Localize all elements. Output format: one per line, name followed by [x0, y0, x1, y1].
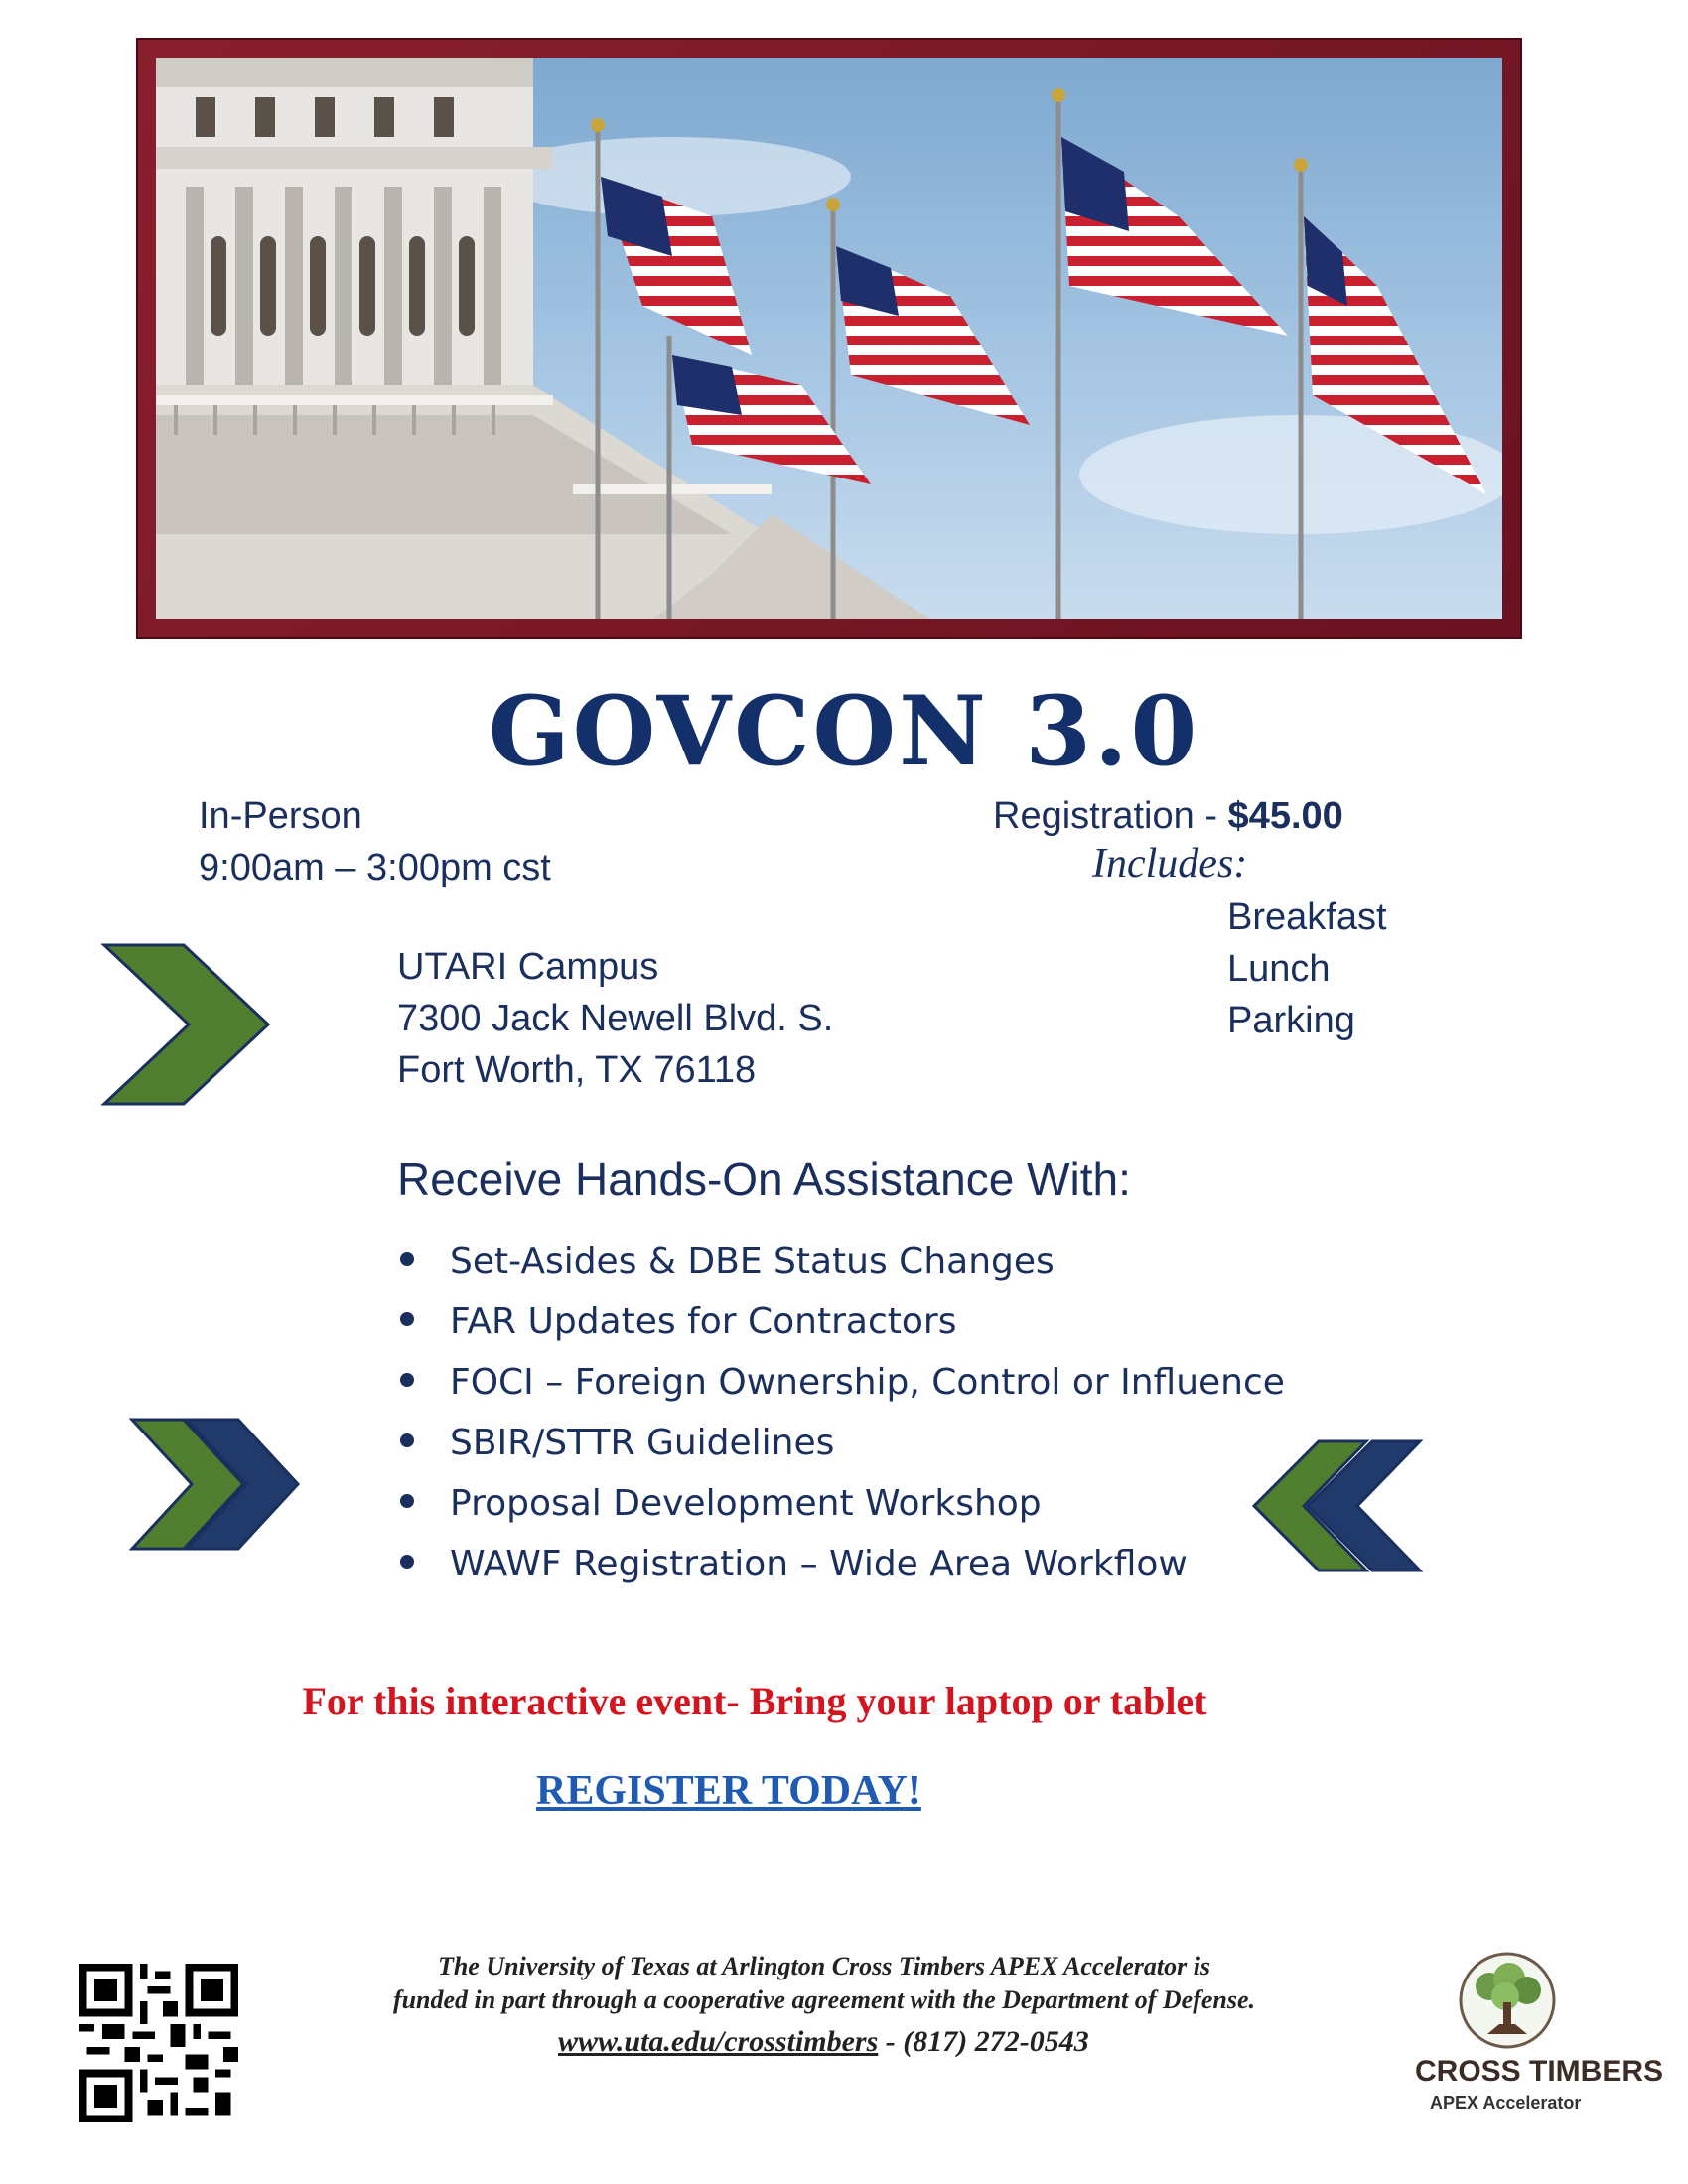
bring-device-note: For this interactive event- Bring your laptop or tablet: [302, 1679, 1207, 1723]
assistance-heading: Receive Hands-On Assistance With:: [397, 1154, 1131, 1205]
list-item: [400, 1301, 956, 1342]
list-item: [400, 1483, 1042, 1524]
bullet-dot: [400, 1312, 414, 1326]
double-chevron-left-icon: [1249, 1439, 1423, 1573]
phone-separator: -: [878, 2025, 904, 2058]
capitol-flags-photo: [156, 58, 1502, 619]
qr-code-icon[interactable]: [79, 1964, 238, 2122]
registration-price: $45.00: [1227, 795, 1343, 837]
bullet-dot: [400, 1433, 414, 1447]
bullet-dot: [400, 1555, 414, 1569]
venue-name: UTARI Campus: [397, 946, 659, 988]
includes-item-lunch: Lunch: [1227, 948, 1331, 990]
website-link[interactable]: www.uta.edu/crosstimbers: [558, 2025, 879, 2058]
event-format: In-Person: [199, 795, 362, 837]
event-time: 9:00am – 3:00pm cst: [199, 847, 551, 888]
event-title: GOVCON 3.0: [488, 675, 1200, 787]
footer-funding-line1: The University of Texas at Arlington Cross Timbers APEX Accelerator is: [437, 1952, 1211, 1980]
footer-funding-line2: funded in part through a cooperative agreement with the Department of Defense.: [392, 1985, 1256, 2014]
american-flag-2: [672, 355, 871, 484]
list-item-text: WAWF Registration – Wide Area Workflow: [450, 1544, 1188, 1584]
logo-subtitle: APEX Accelerator: [1430, 2093, 1582, 2113]
hero-photo-frame: [136, 38, 1522, 639]
bullet-dot: [400, 1494, 414, 1508]
capitol-dome: [156, 58, 553, 395]
list-item: [400, 1544, 1188, 1584]
capitol-flags-illustration: [156, 58, 1502, 619]
american-flag-3: [836, 246, 1030, 425]
bullet-dot: [400, 1373, 414, 1387]
registration-line: [993, 790, 1343, 842]
includes-label: Includes:: [1092, 841, 1248, 887]
list-item: [400, 1423, 834, 1463]
venue-address-line1: 7300 Jack Newell Blvd. S.: [397, 998, 834, 1039]
phone-number: (817) 272-0543: [903, 2025, 1089, 2058]
list-item-text: Proposal Development Workshop: [450, 1483, 1042, 1524]
double-chevron-right-icon: [129, 1418, 303, 1552]
tree-logo-icon: [1458, 1951, 1557, 2050]
list-item: [400, 1241, 1055, 1282]
includes-item-parking: Parking: [1227, 1000, 1355, 1041]
chevron-right-icon: [99, 943, 273, 1107]
american-flag-4: [1061, 137, 1288, 336]
list-item-text: FOCI – Foreign Ownership, Control or Influence: [450, 1362, 1285, 1403]
list-item-text: FAR Updates for Contractors: [450, 1301, 957, 1342]
assistance-list: [400, 1241, 1393, 1618]
venue-address-line2: Fort Worth, TX 76118: [397, 1049, 757, 1091]
registration-label: Registration -: [993, 795, 1228, 837]
includes-item-breakfast: Breakfast: [1227, 896, 1387, 938]
list-item-text: Set-Asides & DBE Status Changes: [450, 1241, 1055, 1282]
list-item-text: SBIR/STTR Guidelines: [450, 1423, 835, 1463]
list-item: [400, 1362, 1285, 1403]
register-link[interactable]: REGISTER TODAY!: [536, 1768, 921, 1814]
logo-name: CROSS TIMBERS: [1415, 2055, 1664, 2088]
bullet-dot: [400, 1252, 414, 1266]
